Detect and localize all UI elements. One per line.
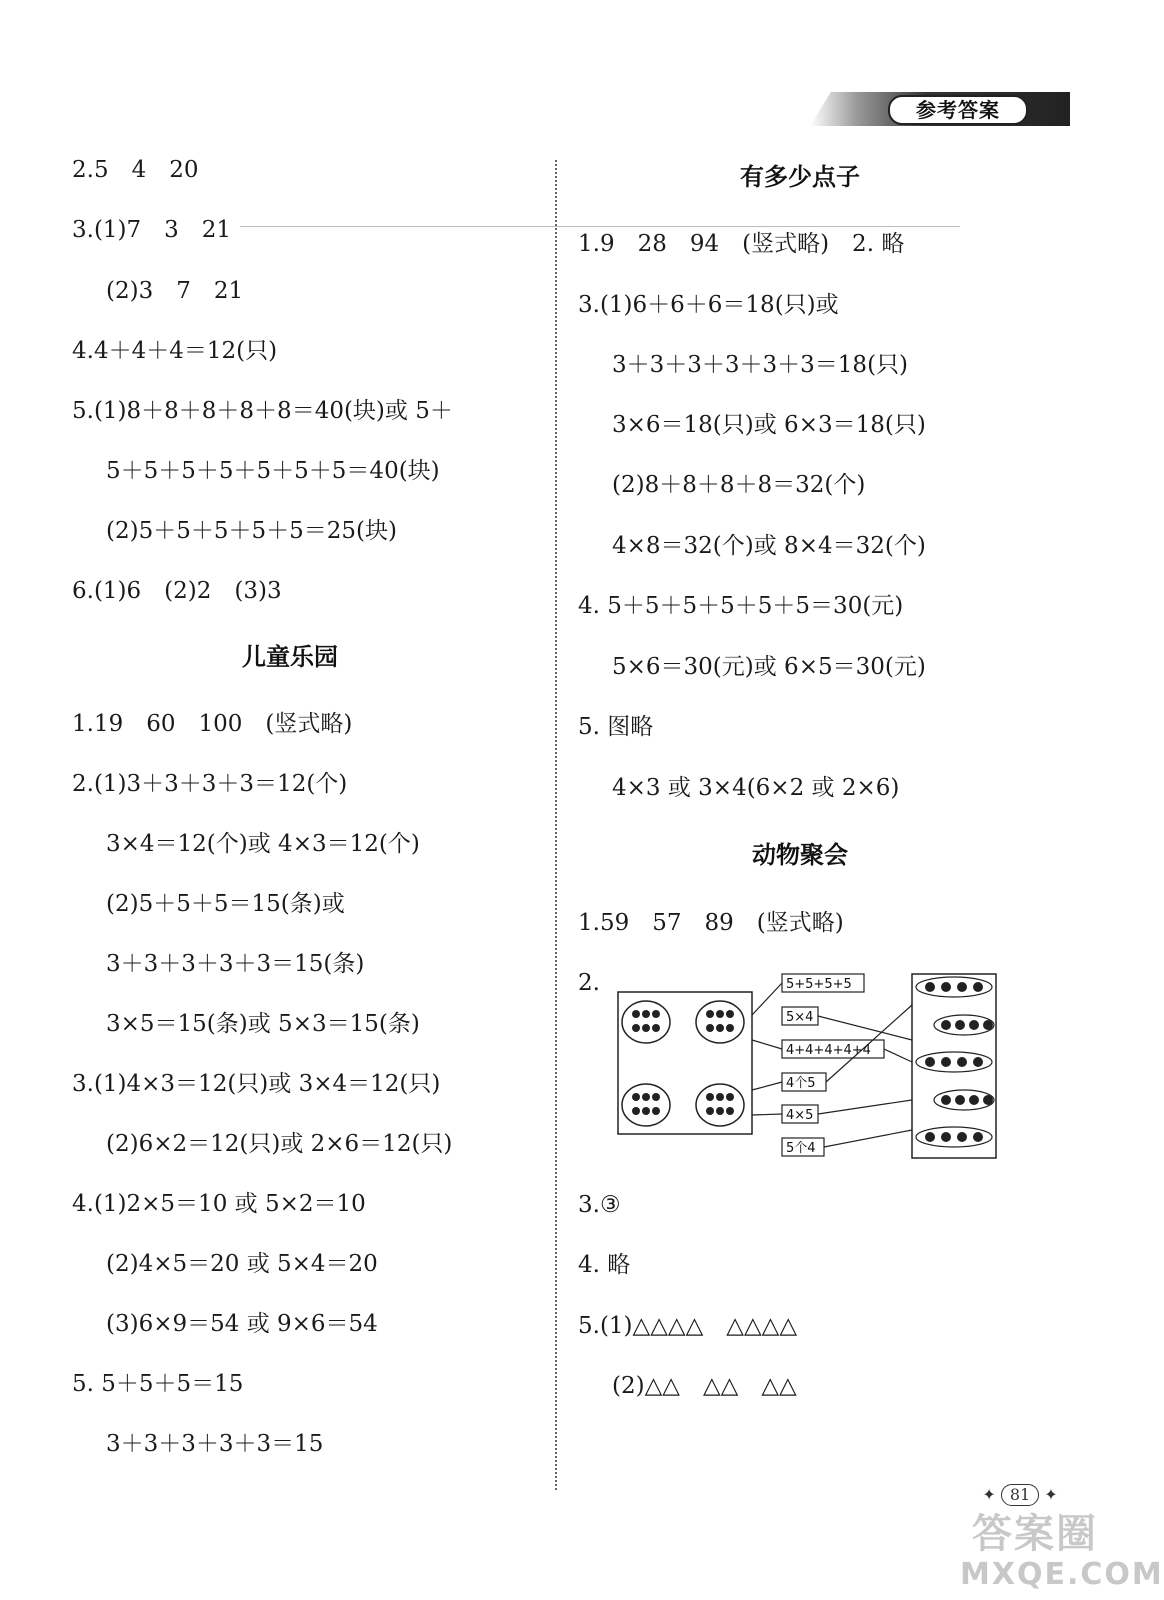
right-line: 5.(1)△△△△ △△△△ xyxy=(578,1313,798,1339)
label-box-text: 4×5 xyxy=(786,1108,814,1123)
left-line: (2)6×2＝12(只)或 2×6＝12(只) xyxy=(106,1131,453,1157)
left-line: 3.(1)4×3＝12(只)或 3×4＝12(只) xyxy=(72,1071,441,1097)
right-line: 3＋3＋3＋3＋3＋3＝18(只) xyxy=(612,352,909,378)
right-line: 4×3 或 3×4(6×2 或 2×6) xyxy=(612,775,900,801)
page-number-value: 81 xyxy=(1001,1484,1039,1506)
left-line: 2.5 4 20 xyxy=(72,157,199,183)
column-divider xyxy=(555,160,557,1490)
left-line: 6.(1)6 (2)2 (3)3 xyxy=(72,578,282,604)
left-line: (2)5＋5＋5＝15(条)或 xyxy=(106,891,345,917)
right-line: 4. 略 xyxy=(578,1252,631,1278)
right-line: (2)8＋8＋8＋8＝32(个) xyxy=(612,472,866,498)
right-line: 5. 图略 xyxy=(578,714,654,740)
answer-key-tag: 参考答案 xyxy=(888,95,1028,125)
section-title-children-park: 儿童乐园 xyxy=(242,643,338,671)
right-line: (2)△△ △△ △△ xyxy=(612,1373,797,1399)
left-line: 4.(1)2×5＝10 或 5×2＝10 xyxy=(72,1191,366,1217)
label-box-text: 5个4 xyxy=(786,1141,816,1156)
page-number: ✦ 81 ✦ xyxy=(982,1485,1058,1504)
matching-diagram-svg xyxy=(600,965,1020,1175)
right-line: 2. xyxy=(578,970,600,996)
left-line: 4.4＋4＋4＝12(只) xyxy=(72,338,278,364)
left-line: 2.(1)3＋3＋3＋3＝12(个) xyxy=(72,771,348,797)
right-line: 3×6＝18(只)或 6×3＝18(只) xyxy=(612,412,926,438)
left-line: (3)6×9＝54 或 9×6＝54 xyxy=(106,1311,378,1337)
matching-diagram xyxy=(600,965,1020,1175)
right-line: 1.9 28 94 (竖式略) 2. 略 xyxy=(578,231,905,257)
label-box-text: 5+5+5+5 xyxy=(786,977,852,992)
right-line: 3.(1)6＋6＋6＝18(只)或 xyxy=(578,292,839,318)
fruit-icons xyxy=(632,1010,734,1115)
left-line: 3×4＝12(个)或 4×3＝12(个) xyxy=(106,831,420,857)
bowl-icons xyxy=(925,982,993,1142)
watermark-logo xyxy=(960,1510,1164,1600)
left-line: 3.(1)7 3 21 xyxy=(72,217,232,243)
left-line: 3＋3＋3＋3＋3＝15 xyxy=(106,1431,324,1457)
plate-icon xyxy=(622,1001,744,1126)
label-box-text: 4+4+4+4+4 xyxy=(786,1043,871,1058)
watermark-url: MXQE.COM xyxy=(960,1557,1164,1592)
section-title-animal-party: 动物聚会 xyxy=(752,841,848,869)
left-line: (2)4×5＝20 或 5×4＝20 xyxy=(106,1251,378,1277)
left-line: 3×5＝15(条)或 5×3＝15(条) xyxy=(106,1011,420,1037)
left-line: (2)3 7 21 xyxy=(106,278,244,304)
left-line: 3＋3＋3＋3＋3＝15(条) xyxy=(106,951,365,977)
left-line: 1.19 60 100 (竖式略) xyxy=(72,711,353,737)
right-line: 4×8＝32(个)或 8×4＝32(个) xyxy=(612,533,926,559)
scan-line-left xyxy=(240,226,260,227)
label-boxes xyxy=(782,974,884,1156)
scan-line xyxy=(260,226,960,227)
section-title-dots: 有多少点子 xyxy=(740,163,860,191)
watermark-text: 答案圈 xyxy=(972,1511,1098,1557)
right-line: 5×6＝30(元)或 6×5＝30(元) xyxy=(612,654,926,680)
right-line: 1.59 57 89 (竖式略) xyxy=(578,910,844,936)
label-box-text: 5×4 xyxy=(786,1010,814,1025)
right-line: 4. 5＋5＋5＋5＋5＋5＝30(元) xyxy=(578,593,904,619)
connector-lines xyxy=(752,983,912,1147)
left-line: (2)5＋5＋5＋5＋5＝25(块) xyxy=(106,518,397,544)
label-box-text: 4个5 xyxy=(786,1076,816,1091)
right-line: 3.③ xyxy=(578,1192,621,1218)
left-line: 5. 5＋5＋5＝15 xyxy=(72,1371,244,1397)
left-line: 5＋5＋5＋5＋5＋5＋5＝40(块) xyxy=(106,458,440,484)
left-line: 5.(1)8＋8＋8＋8＋8＝40(块)或 5＋ xyxy=(72,398,453,424)
